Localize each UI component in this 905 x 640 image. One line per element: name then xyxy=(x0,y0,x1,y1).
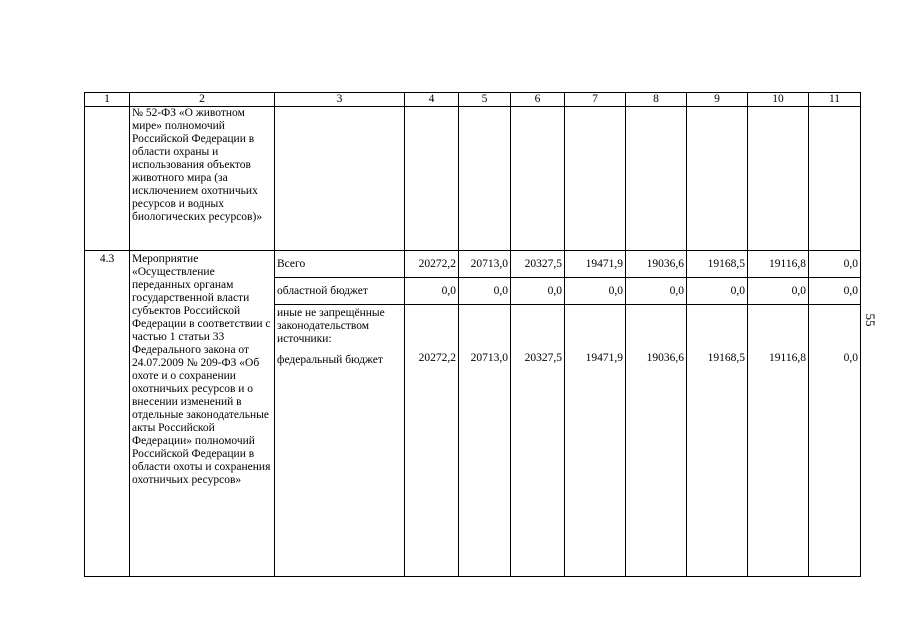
column-header: 10 xyxy=(748,93,809,107)
column-header: 4 xyxy=(405,93,459,107)
row-number xyxy=(85,107,130,251)
value-cell: 20713,0 xyxy=(459,251,511,278)
empty-cell xyxy=(809,107,861,251)
source-label: областной бюджет xyxy=(275,278,405,305)
value-cell: 19471,9 xyxy=(565,251,626,278)
row-description: Мероприятие «Осуществление переданных органам государственной власти субъектов Российской Федерации в соответствии с частью 1 статьи 33 Федерального закона от 24.07.2009 № 209-ФЗ «Об охоте и о сохранении охотничьих ресурсов и о внесении изменений в отдельные законодательные акты Российской Федерации» полномочий Российской Федерации в области охоты и сохранения охотничьих ресурсов» xyxy=(130,251,275,577)
value-cell: 0,0 xyxy=(405,278,459,305)
empty-cell xyxy=(626,107,687,251)
value-cell: 20272,2 xyxy=(405,305,459,577)
value-cell: 0,0 xyxy=(511,278,565,305)
table-row xyxy=(85,251,861,278)
row-description: № 52-ФЗ «О животном мире» полномочий Российской Федерации в области охраны и использования объектов животного мира (за исключением охотничьих ресурсов и водных биологических ресурсов)» xyxy=(130,107,275,251)
source-label: федеральный бюджет xyxy=(277,354,383,366)
column-header: 11 xyxy=(809,93,861,107)
empty-cell xyxy=(275,107,405,251)
value-cell: 0,0 xyxy=(565,278,626,305)
value-cell: 0,0 xyxy=(626,278,687,305)
value-cell: 20272,2 xyxy=(405,251,459,278)
value-cell: 0,0 xyxy=(459,278,511,305)
header-row xyxy=(85,93,861,107)
source-label: Всего xyxy=(275,251,405,278)
table-row xyxy=(85,107,861,251)
value-cell: 0,0 xyxy=(809,251,861,278)
column-header: 5 xyxy=(459,93,511,107)
column-header: 6 xyxy=(511,93,565,107)
column-header: 8 xyxy=(626,93,687,107)
column-header: 1 xyxy=(85,93,130,107)
value-cell: 19168,5 xyxy=(687,251,748,278)
value-cell: 19168,5 xyxy=(687,305,748,577)
source-label-cell xyxy=(275,305,405,577)
column-header: 9 xyxy=(687,93,748,107)
value-cell: 0,0 xyxy=(687,278,748,305)
value-cell: 0,0 xyxy=(809,278,861,305)
empty-cell xyxy=(405,107,459,251)
value-cell: 19116,8 xyxy=(748,251,809,278)
empty-cell xyxy=(687,107,748,251)
value-cell: 0,0 xyxy=(748,278,809,305)
value-cell: 19471,9 xyxy=(565,305,626,577)
column-header: 2 xyxy=(130,93,275,107)
empty-cell xyxy=(459,107,511,251)
column-header: 7 xyxy=(565,93,626,107)
value-cell: 19116,8 xyxy=(748,305,809,577)
value-cell: 20327,5 xyxy=(511,305,565,577)
value-cell: 0,0 xyxy=(809,305,861,577)
value-cell: 20327,5 xyxy=(511,251,565,278)
source-label-note: иные не запрещённые законодательством источники: xyxy=(277,307,385,345)
value-cell: 20713,0 xyxy=(459,305,511,577)
empty-cell xyxy=(511,107,565,251)
empty-cell xyxy=(565,107,626,251)
empty-cell xyxy=(748,107,809,251)
value-cell: 19036,6 xyxy=(626,251,687,278)
value-cell: 19036,6 xyxy=(626,305,687,577)
page-number: 55 xyxy=(863,313,878,327)
budget-table xyxy=(84,92,861,577)
row-number: 4.3 xyxy=(85,251,130,577)
column-header: 3 xyxy=(275,93,405,107)
